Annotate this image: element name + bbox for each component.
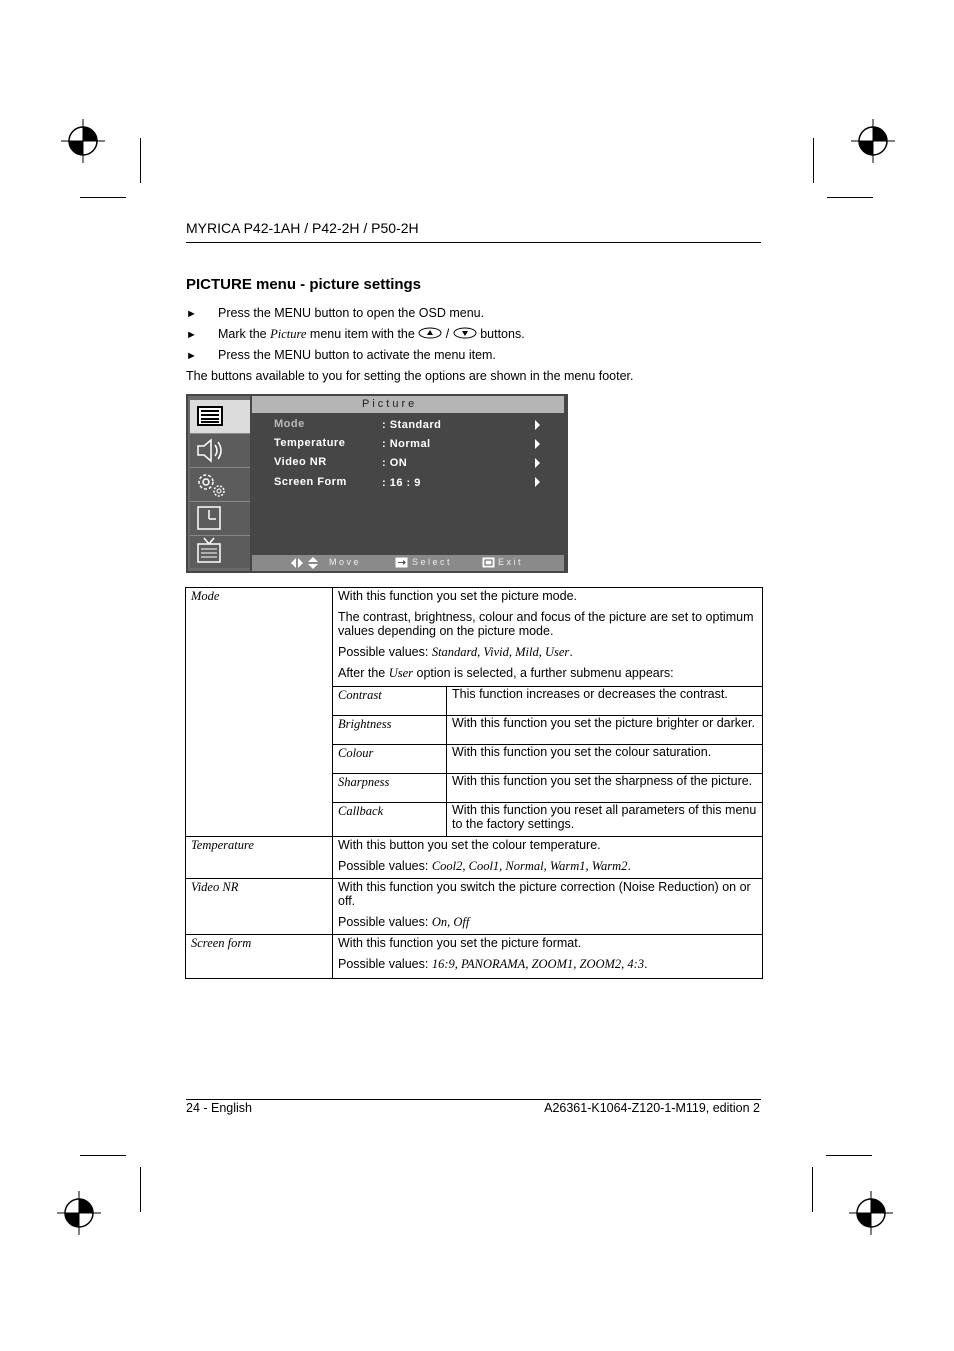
step-text: / xyxy=(442,327,453,341)
row-description xyxy=(333,837,763,879)
picture-icon xyxy=(190,400,250,433)
submenu-label: Brightness xyxy=(333,716,447,745)
osd-footer-exit: Exit xyxy=(498,557,524,567)
section-title: PICTURE menu - picture settings xyxy=(186,276,422,293)
submenu-arrow-icon xyxy=(535,439,540,449)
submenu-row xyxy=(333,745,762,774)
submenu-desc: With this function you set the picture brighter or darker. xyxy=(447,716,763,745)
osd-row-label: Temperature xyxy=(274,437,346,449)
crop-mark xyxy=(813,138,814,183)
text: Possible values: xyxy=(338,859,432,873)
possible-values: Cool2, Cool1, Normal, Warm1, Warm2 xyxy=(431,859,628,873)
possible-values: Standard, Vivid, Mild, User xyxy=(431,645,570,659)
step-text: Mark the xyxy=(218,327,271,341)
settings-table xyxy=(185,587,763,979)
step-text: menu item with the xyxy=(306,327,419,341)
exit-button-icon xyxy=(482,557,495,568)
option-name: User xyxy=(388,666,414,680)
osd-title-bar xyxy=(252,396,564,413)
submenu-desc: With this function you set the sharpness of the picture. xyxy=(447,774,763,803)
text: Possible values: xyxy=(338,915,432,929)
text: option is selected, a further submenu appears: xyxy=(413,666,674,680)
text: . xyxy=(644,957,648,971)
page-header-title: MYRICA P42-1AH / P42-2H / P50-2H xyxy=(186,220,419,236)
row-label: Mode xyxy=(186,588,333,837)
submenu-arrow-icon xyxy=(535,477,540,487)
crop-mark xyxy=(80,1155,126,1156)
submenu-table xyxy=(333,686,762,836)
table-row xyxy=(186,935,763,979)
text: Possible values: xyxy=(338,957,432,971)
bullet-arrow-icon: ► xyxy=(186,350,197,362)
step-1 xyxy=(186,306,484,320)
document-id: A26361-K1064-Z120-1-M119, edition 2 xyxy=(544,1101,760,1115)
osd-row-value: : 16 : 9 xyxy=(382,477,421,489)
osd-row-value: : Standard xyxy=(382,419,442,431)
move-arrows-icon xyxy=(290,557,322,569)
crop-mark xyxy=(140,138,141,183)
desc-paragraph xyxy=(333,957,762,971)
row-description xyxy=(333,935,763,979)
table-row xyxy=(186,879,763,935)
osd-title: Picture xyxy=(362,398,418,410)
submenu-row xyxy=(333,774,762,803)
row-description xyxy=(333,588,763,837)
down-button-icon xyxy=(453,327,477,339)
desc-paragraph xyxy=(333,915,762,929)
osd-sidebar xyxy=(188,396,250,571)
osd-row-label: Screen Form xyxy=(274,476,347,488)
submenu-label: Contrast xyxy=(333,687,447,716)
submenu-arrow-icon xyxy=(535,458,540,468)
up-button-icon xyxy=(418,327,442,339)
header-rule xyxy=(186,242,761,243)
footer-rule xyxy=(186,1099,761,1100)
step-text: buttons. xyxy=(476,327,525,341)
osd-footer-select: Select xyxy=(412,557,453,567)
osd-row-value: : ON xyxy=(382,457,408,469)
submenu-desc: This function increases or decreases the contrast. xyxy=(447,687,763,716)
possible-values: 16:9, PANORAMA, ZOOM1, ZOOM2, 4:3 xyxy=(431,957,645,971)
submenu-label: Callback xyxy=(333,803,447,837)
step-item: Picture xyxy=(270,327,307,341)
desc-paragraph: With this function you set the picture format. xyxy=(338,936,582,950)
desc-paragraph: With this button you set the colour temperature. xyxy=(338,838,601,852)
submenu-label: Sharpness xyxy=(333,774,447,803)
text: . xyxy=(627,859,631,873)
tv-icon xyxy=(190,536,250,568)
text: Possible values: xyxy=(338,645,432,659)
osd-side-setup xyxy=(190,468,250,502)
submenu-row xyxy=(333,803,762,837)
clock-icon xyxy=(190,502,250,535)
row-label: Video NR xyxy=(186,879,333,935)
desc-paragraph xyxy=(333,645,762,659)
desc-paragraph xyxy=(333,859,762,873)
step-2 xyxy=(186,327,525,342)
osd-row-value: : Normal xyxy=(382,438,431,450)
desc-paragraph xyxy=(333,666,762,680)
submenu-row xyxy=(333,716,762,745)
text: . xyxy=(569,645,573,659)
osd-row-label: Mode xyxy=(274,418,305,430)
crop-mark xyxy=(812,1167,813,1212)
crop-mark xyxy=(826,1155,872,1156)
gears-icon xyxy=(190,468,250,501)
osd-menu-screenshot xyxy=(186,394,568,573)
registration-mark-icon xyxy=(849,1191,893,1235)
bullet-arrow-icon: ► xyxy=(186,308,197,320)
crop-mark xyxy=(80,197,126,198)
submenu-label: Colour xyxy=(333,745,447,774)
step-text: Press the MENU button to activate the menu item. xyxy=(218,348,496,362)
osd-footer xyxy=(252,555,564,571)
submenu-row xyxy=(333,687,762,716)
desc-paragraph: With this function you switch the picture correction (Noise Reduction) on or off. xyxy=(338,880,751,908)
row-description xyxy=(333,879,763,935)
registration-mark-icon xyxy=(851,119,895,163)
osd-row-label: Video NR xyxy=(274,456,327,468)
registration-mark-icon xyxy=(61,119,105,163)
intro-text: The buttons available to you for setting the options are shown in the menu footer. xyxy=(186,369,634,383)
osd-side-picture xyxy=(190,400,250,434)
submenu-desc: With this function you set the colour saturation. xyxy=(447,745,763,774)
text: After the xyxy=(338,666,389,680)
step-3 xyxy=(186,348,496,362)
desc-paragraph: With this function you set the picture mode. xyxy=(338,589,578,603)
desc-paragraph: The contrast, brightness, colour and focus of the picture are set to optimum values depending on the picture mode. xyxy=(338,610,754,638)
step-text: Press the MENU button to open the OSD menu. xyxy=(218,306,485,320)
row-label: Screen form xyxy=(186,935,333,979)
submenu-desc: With this function you reset all parameters of this menu to the factory settings. xyxy=(447,803,763,837)
crop-mark xyxy=(140,1167,141,1212)
osd-side-timer xyxy=(190,502,250,536)
crop-mark xyxy=(827,197,873,198)
select-button-icon xyxy=(395,557,408,568)
possible-values: On, Off xyxy=(431,915,470,929)
table-row xyxy=(186,588,763,837)
osd-side-channel xyxy=(190,536,250,568)
row-label: Temperature xyxy=(186,837,333,879)
speaker-icon xyxy=(190,434,250,467)
submenu-arrow-icon xyxy=(535,420,540,430)
registration-mark-icon xyxy=(57,1191,101,1235)
table-row xyxy=(186,837,763,879)
bullet-arrow-icon: ► xyxy=(186,329,197,341)
page-number: 24 - English xyxy=(186,1101,253,1115)
osd-footer-move: Move xyxy=(329,557,362,567)
osd-side-sound xyxy=(190,434,250,468)
